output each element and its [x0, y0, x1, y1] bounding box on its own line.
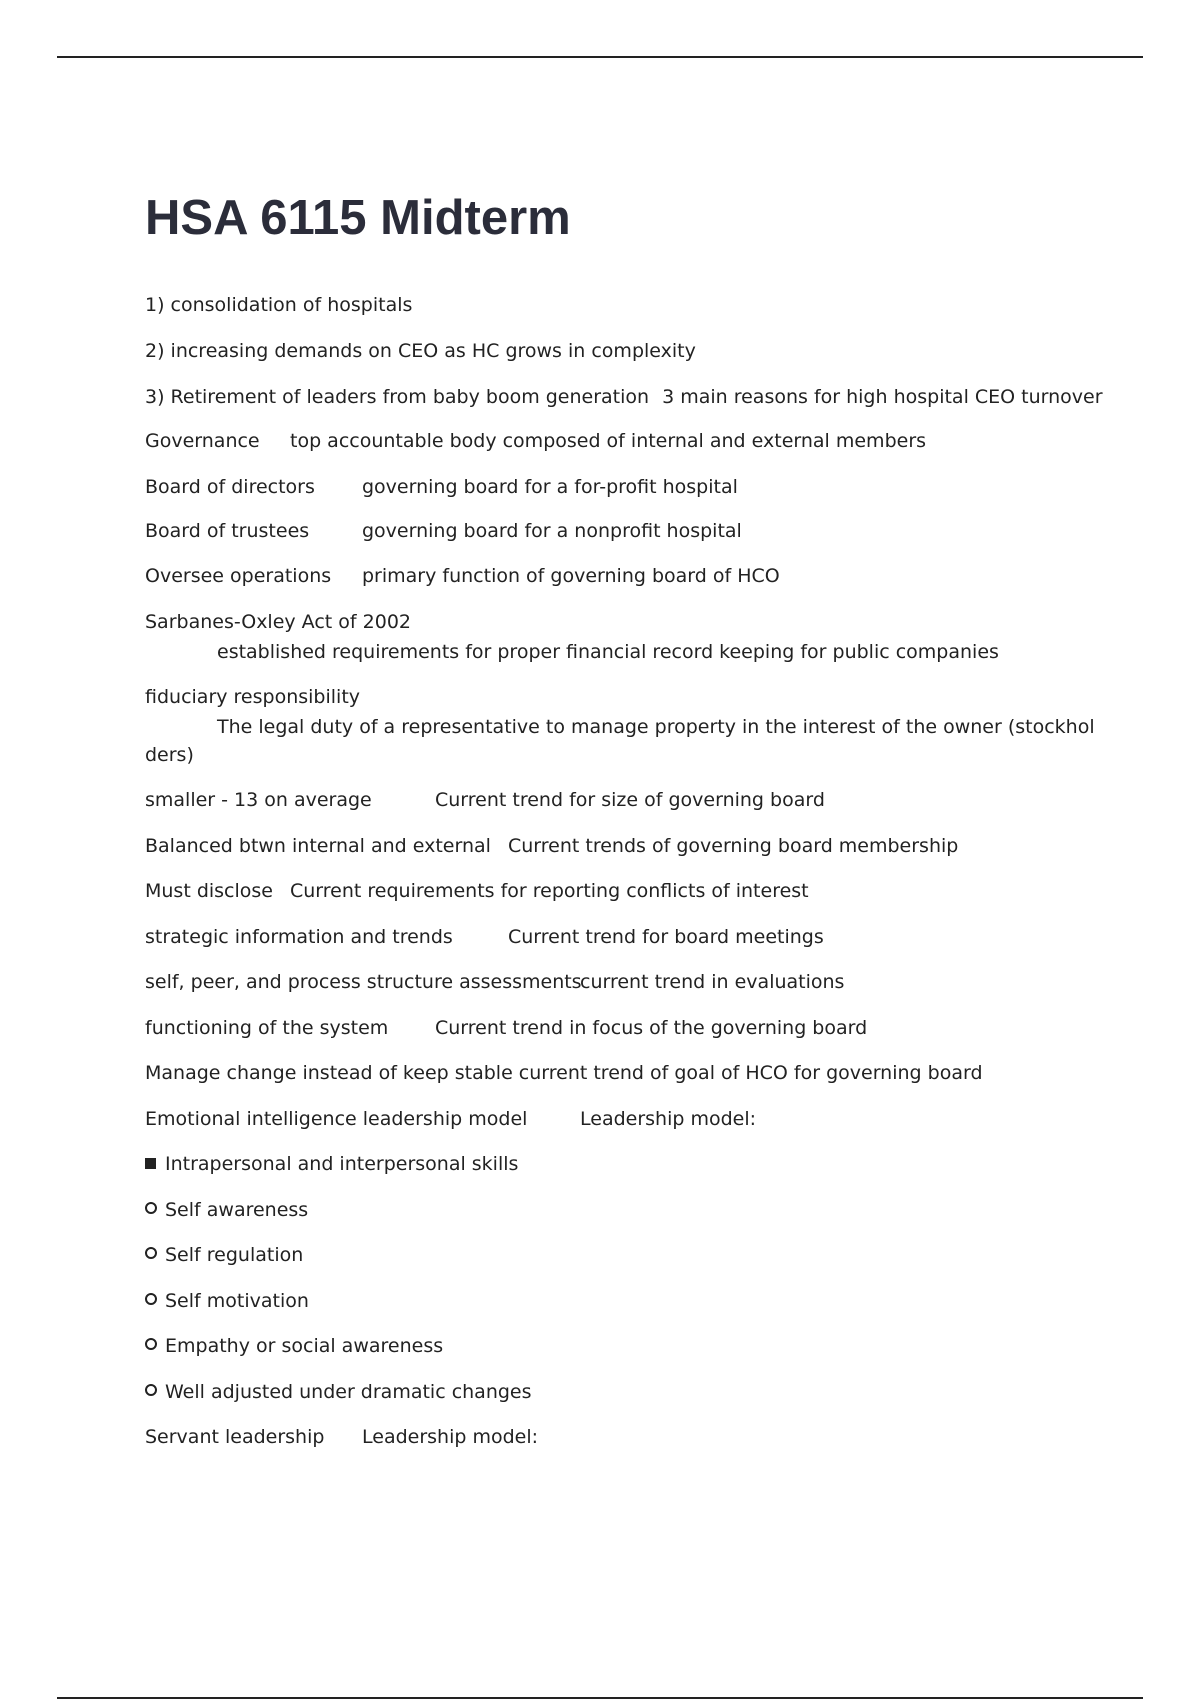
ei-list-heading-text: Intrapersonal and interpersonal skills: [165, 1153, 519, 1175]
card-definition: primary function of governing board of HCO: [362, 565, 780, 587]
card-term: Governance: [145, 430, 260, 452]
card-term: Emotional intelligence leadership model: [145, 1108, 528, 1130]
card-governance: [145, 428, 926, 454]
list-item: [145, 1197, 308, 1223]
card-oversee-operations: [145, 563, 780, 589]
card-term: Manage change instead of keep stable: [145, 1062, 513, 1084]
card-definition: current trend in evaluations: [580, 971, 845, 993]
header-rule: [57, 56, 1143, 58]
card-board-goal: [145, 1060, 983, 1086]
card-definition: Current trend in focus of the governing board: [435, 1017, 868, 1039]
card-evaluations: [145, 969, 844, 995]
page-title: HSA 6115 Midterm: [145, 191, 571, 245]
list-item: [145, 1288, 309, 1314]
card-definition: governing board for a for-profit hospital: [362, 476, 738, 498]
circle-bullet-icon: [145, 1247, 157, 1259]
list-item-text: Self motivation: [165, 1290, 309, 1312]
card-board-meetings: [145, 924, 824, 950]
card-sarbanes-oxley-term: Sarbanes-Oxley Act of 2002: [145, 611, 411, 633]
card-board-of-trustees: [145, 518, 742, 544]
circle-bullet-icon: [145, 1338, 157, 1350]
card-definition: top accountable body composed of internal and external members: [290, 430, 927, 452]
card-definition: Current requirements for reporting conflicts of interest: [290, 880, 809, 902]
card-definition: Current trend for board meetings: [508, 926, 824, 948]
card-board-focus: [145, 1015, 867, 1041]
card-term: Must disclose: [145, 880, 273, 902]
list-item-text: Self awareness: [165, 1199, 309, 1221]
card-term: smaller - 13 on average: [145, 789, 372, 811]
card-term: Balanced btwn internal and external: [145, 835, 491, 857]
reason-item-3-def: 3 main reasons for high hospital CEO turnover: [662, 386, 1103, 408]
card-definition: Leadership model:: [362, 1426, 539, 1448]
card-servant-leadership: [145, 1424, 538, 1450]
list-item-text: Self regulation: [165, 1244, 304, 1266]
reason-item-2: 2) increasing demands on CEO as HC grows in complexity: [145, 340, 696, 362]
square-bullet-icon: [145, 1158, 156, 1169]
circle-bullet-icon: [145, 1384, 157, 1396]
card-definition: governing board for a nonprofit hospital: [362, 520, 742, 542]
card-board-membership: [145, 833, 958, 859]
card-term: strategic information and trends: [145, 926, 453, 948]
reason-item-1: 1) consolidation of hospitals: [145, 294, 413, 316]
list-item-text: Well adjusted under dramatic changes: [165, 1381, 532, 1403]
card-board-size: [145, 787, 825, 813]
card-term: Board of directors: [145, 476, 315, 498]
reason-item-3: [145, 384, 1103, 410]
list-item-text: Empathy or social awareness: [165, 1335, 444, 1357]
card-term: Oversee operations: [145, 565, 332, 587]
reason-item-3-term: 3) Retirement of leaders from baby boom generation: [145, 386, 650, 408]
card-term: Servant leadership: [145, 1426, 325, 1448]
list-item: [145, 1242, 303, 1268]
card-board-of-directors: [145, 474, 738, 500]
card-sarbanes-oxley-definition: established requirements for proper financial record keeping for public companies: [217, 641, 999, 663]
card-term: functioning of the system: [145, 1017, 389, 1039]
card-fiduciary-definition-cont: ders): [145, 744, 194, 766]
card-fiduciary-term: fiduciary responsibility: [145, 686, 361, 708]
card-emotional-intelligence: [145, 1106, 756, 1132]
ei-list-heading: [145, 1151, 518, 1177]
card-conflicts-of-interest: [145, 878, 809, 904]
card-term: self, peer, and process structure assessments: [145, 971, 582, 993]
card-definition: Current trends of governing board membership: [508, 835, 959, 857]
list-item: [145, 1333, 443, 1359]
list-item: [145, 1379, 532, 1405]
circle-bullet-icon: [145, 1293, 157, 1305]
card-term: Board of trustees: [145, 520, 310, 542]
card-definition: Current trend for size of governing board: [435, 789, 825, 811]
circle-bullet-icon: [145, 1202, 157, 1214]
card-fiduciary-definition: The legal duty of a representative to manage property in the interest of the owner (stockhol: [217, 716, 1095, 738]
footer-rule: [57, 1697, 1143, 1699]
card-definition: current trend of goal of HCO for governing board: [518, 1062, 983, 1084]
card-definition: Leadership model:: [580, 1108, 757, 1130]
